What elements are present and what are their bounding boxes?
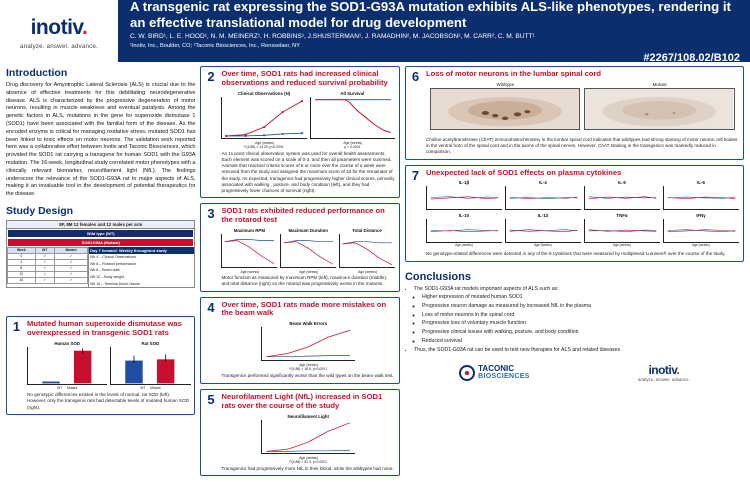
- chart-rat-sod: [110, 341, 190, 390]
- panel-7: [405, 165, 744, 262]
- histology-mutant-label: Mutant: [652, 81, 667, 87]
- panel-4-title: Over time, SOD1 rats made more mistakes on the beam walk: [221, 299, 387, 318]
- affiliation-list: ¹Inotiv, Inc., Boulder, CO; ²Taconic Biosciences, Inc., Rensselaer, NY: [130, 42, 300, 49]
- panel-3-caption: Motor function as measured by maximum RPM (left), maximum duration (middle), and total distance (right) on the rotarod was progressively worse in the mutants.: [221, 275, 388, 287]
- title-block: [118, 0, 750, 62]
- chart-rat-sod-xticks: WT Mutant: [140, 386, 161, 391]
- panel-1-title: Mutated human superoxide dismutase was overexpressed in transgenic SOD1 rats: [27, 319, 182, 338]
- cytokine-chart-3: IL-5: [584, 180, 660, 210]
- panel-4-chart: [261, 321, 355, 371]
- inotiv-logo-tagline: analyze. answer. advance.: [20, 43, 98, 50]
- chart-nfl-xlabel: Age (weeks): [299, 455, 319, 460]
- conclusion-item: [414, 286, 744, 345]
- introduction-text: Drug discovery for Amyotrophic Lateral Sclerosis (ALS) is crucial due to the absence of effective treatments for this debilitating neurodegenerative disease. ALS is characterized by the progressive degeneration of motor neurons, resulting in muscle weakness and eventual paralysis. Among the genetic factors in ALS, mutations in the gene for superoxide dismutase 1 (SOD1) have been associated with the familial form of the disease. As the encoded enzyme is critical for managing oxidative stress, mutated SOD1 has been linked to toxic effects on motor neurons. The validation work reported here was a collaborative effort between Inotiv and Taconic Biosciences, which provided the SOD1 rat carrying a transgene for human SOD1 with the G93A mutation. The 16-week, longitudinal study correlated motor phenotypes with a clinically relevant biomarker, neurofilament light (NfL). The findings underscore the relevance of the SOD1-G93A rat to major aspects of ALS, making it an invaluable tool in the development of potential therapeutics for the disease.: [6, 82, 196, 198]
- chart-nfl-plot: [261, 420, 355, 460]
- study-group-mutant-label: SOD1G93A (Mutant): [8, 239, 193, 246]
- chart-rotarod-duration: [280, 228, 336, 275]
- panel-2-number: 2: [207, 69, 215, 84]
- study-group-wt-label: Wild type (WT): [8, 230, 193, 237]
- cytokine-chart-6: IL-13 Age (weeks): [505, 213, 581, 247]
- chart-beamwalk-title: Beam Walk Errors: [289, 321, 328, 327]
- study-design-table: [7, 247, 88, 284]
- histology-wildtype-label: Wildtype: [496, 81, 515, 87]
- chart-rotarod-distance-title: Total Distance: [352, 228, 382, 234]
- inotiv-footer-wordmark: inotiv.: [648, 363, 680, 378]
- panel-3-charts: [221, 228, 394, 275]
- poster-header: [0, 0, 750, 62]
- chart-clinical-plot: [221, 97, 306, 145]
- panel-5-title: Neurofilament Light (NfL) increased in SOD1 rats over the course of the study: [221, 391, 383, 410]
- panel-6-images: [426, 82, 739, 135]
- chart-survival: [310, 91, 395, 149]
- histology-mutant: [584, 82, 734, 135]
- poster-body: [0, 62, 750, 482]
- panel-3-title: SOD1 rats exhibited reduced performance on the rotarod test: [221, 206, 385, 225]
- chart-human-sod-xticks: WT Mutant: [56, 386, 78, 391]
- panel-7-charts: [426, 180, 739, 247]
- conclusions-heading: Conclusions: [404, 270, 471, 283]
- chart-beamwalk-stats: F(4,88) = 16.8, p<0.0001: [289, 367, 327, 372]
- cytokine-chart-4: IL-6: [663, 180, 739, 210]
- table-row: 8 ✓ ✓: [8, 265, 88, 271]
- conclusions-section: [405, 267, 744, 356]
- sd-col-mut: Mutant: [54, 247, 87, 253]
- panel-5-caption: Transgenics had progressively more NfL in their blood, while the wildtypes had none.: [221, 465, 394, 471]
- panel-4: [200, 297, 399, 384]
- chart-beamwalk-xlabel: Age (weeks): [299, 363, 319, 368]
- taconic-mark-icon: [459, 365, 475, 381]
- table-row: 12 ✓ ✓: [8, 271, 88, 277]
- chart-human-sod-title: Human SOD: [54, 341, 80, 347]
- taconic-logo: [459, 365, 530, 381]
- panel-3: [200, 203, 399, 291]
- cytokine-chart-1: IL-1β: [426, 180, 502, 210]
- cytokine-chart-8: IFNγ Age (weeks): [663, 213, 739, 247]
- sd-col-wt: WT: [35, 247, 54, 253]
- inotiv-footer-tagline: analyze. answer. advance.: [638, 377, 690, 383]
- assessment-item: Wk 6 – Rotarod performance: [90, 261, 137, 266]
- conclusion-subitem: ◦ Higher expression of mutated human SOD1: [422, 294, 744, 301]
- panel-2-charts: [221, 91, 394, 149]
- chart-nfl-title: Neurofilament Light: [287, 413, 329, 419]
- panel-1-caption: No genotypic differences existed in the levels of normal, rat SOD (left). However, only the transgenic rats had detectable levels of mutated human SOD (right).: [27, 392, 189, 410]
- histology-mutant-image: [584, 88, 734, 130]
- panel-5: [200, 389, 399, 476]
- panel-1: [6, 316, 195, 414]
- chart-rotarod-duration-title: Maximum Duration: [288, 228, 328, 234]
- conclusion-subitem: ◦ Loss of motor neurons in the spinal cord: [422, 312, 744, 319]
- table-row: 0 ✓ ✓: [8, 253, 88, 259]
- panel-5-chart: [261, 414, 355, 464]
- panel-2-title: Over time, SOD1 rats had increased clinical observations and reduced survival probability: [221, 69, 388, 87]
- conclusion-subitem: ◦ Progressive neuron damage as measured by increased NfL in the plasma: [422, 303, 744, 310]
- panel-2-caption: An 11 point clinical observation system was used for overall health assessments. Each element was scored on a scale of 0-3, and then all parameters were summed. Animals that reached criteria scores of 6 or more over the course of a week were removed from the study and assigned the maximum score of 33 for the remainder of the study. As expected, transgenics had progressively higher clinical scores, primarily associated with walking , posture, and body condition (left), and they had progressively lower chances of survival (right).: [221, 150, 395, 194]
- chart-rotarod-duration-xlabel: Age (weeks): [299, 270, 319, 275]
- inotiv-logo-wordmark: inotiv.: [30, 16, 88, 39]
- cytokine-chart-2: IL-4: [505, 180, 581, 210]
- sd-col-week: Week: [8, 247, 36, 253]
- column-three: [405, 66, 744, 482]
- chart-rotarod-duration-plot: [280, 234, 336, 275]
- conclusion-subitem: ◦ Progressive clinical issues with walking, posture, and body condition: [422, 329, 744, 336]
- chart-rotarod-rpm-title: Maximum RPM: [233, 228, 265, 234]
- chart-rotarod-rpm: [221, 228, 277, 275]
- chart-beamwalk-plot: [261, 327, 355, 368]
- column-two: [200, 66, 399, 482]
- study-group-wt: [7, 229, 194, 238]
- cytokine-chart-5: IL-10 Age (weeks): [426, 213, 502, 247]
- assessment-item: Wk 4 – Clinical Observations: [90, 254, 137, 259]
- panel-6-caption: Choline acetyltransferase (ChAT) immunohistochemistry in the lumbar spinal cord indicated that wildtypes had strong staining of motor neuron cell bodies in the ventral horn of the spinal cord and in the axons of the spinal nerves. However, ChAT staining in the transgenics was markedly reduced in comparison.: [425, 136, 738, 155]
- chart-rat-sod-title: Rat SOD: [141, 341, 160, 347]
- taconic-wordmark: TACONIC BIOSCIENCES: [478, 364, 530, 381]
- conclusion-item-text: The SOD1-G93A rat models important aspects of ALS such as:: [413, 285, 559, 292]
- panel-3-number: 3: [207, 206, 215, 222]
- histology-wildtype: [430, 82, 580, 135]
- assessment-item: Wk 16 – Terminal blood / tissue: [90, 281, 140, 286]
- histology-wildtype-image: [430, 88, 580, 130]
- chart-human-sod: [27, 341, 107, 390]
- assessment-item: Wk 10 – Body weight: [90, 274, 124, 279]
- chart-clinical-stats: F(4,88) = 14.29, p<0.0001: [244, 144, 284, 149]
- inotiv-footer-logo: [638, 363, 690, 382]
- panel-7-title: Unexpected lack of SOD1 effects on plasma cytokines: [425, 167, 622, 177]
- panel-4-caption: Transgenics performed significantly worse than the wild types on the beam walk test.: [221, 373, 394, 379]
- panel-6: [405, 66, 744, 160]
- panel-4-number: 4: [207, 299, 215, 315]
- panel-7-caption: No genotype-related differences were detected in any of the 8 cytokines that were measured by multiplexed Luminex® over the course of the study.: [425, 251, 726, 257]
- table-row: 4 ✓ ✓: [8, 259, 88, 265]
- panel-1-number: 1: [12, 319, 21, 335]
- assessment-item: Wk 8 – Beam walk: [90, 268, 120, 273]
- study-design-top-label: 8F, 8M 12 females and 12 males per arm: [7, 221, 194, 229]
- chart-clinical-title: Clinical Observations (N): [237, 90, 291, 96]
- inotiv-logo: [0, 0, 118, 62]
- chart-rotarod-distance-plot: [339, 234, 395, 275]
- abstract-number: #2267/108.02/B102: [643, 51, 740, 64]
- chart-survival-stats: p < 0.0001: [344, 144, 361, 149]
- column-one: [6, 66, 195, 482]
- chart-nfl-stats: F(4,88) = 52.3, p<0.0001: [289, 459, 327, 464]
- conclusion-subitem: ◦ Progressive loss of voluntary muscle function: [422, 320, 744, 327]
- chart-survival-plot: [310, 97, 395, 145]
- panel-6-number: 6: [411, 69, 420, 84]
- study-group-mutant: [7, 238, 194, 247]
- panel-7-number: 7: [411, 167, 420, 183]
- chart-survival-title: All Survival: [340, 90, 365, 96]
- conclusion-subitem: ◦ Reduced survival: [422, 338, 744, 345]
- introduction-heading: Introduction: [6, 67, 68, 79]
- panel-2: [200, 66, 399, 198]
- chart-survival-xlabel: Age (weeks): [343, 140, 363, 145]
- cytokine-chart-7: TNFα Age (weeks): [584, 213, 660, 247]
- panel-5-number: 5: [207, 391, 215, 407]
- page-title: A transgenic rat expressing the SOD1-G93A mutation exhibits ALS-like phenotypes, rendering it an effective translational model for drug development: [130, 0, 731, 30]
- chart-rotarod-distance-xlabel: Age (weeks): [358, 270, 377, 275]
- table-row: 16 ✓ ✓: [8, 277, 88, 283]
- chart-rotarod-rpm-plot: [221, 234, 277, 275]
- study-design-heading: Study Design: [6, 204, 74, 217]
- chart-clinical-xlabel: Age (weeks): [255, 140, 275, 145]
- footer-logos: [405, 363, 744, 382]
- assessment-header: Day 7 forward: Weekly throughout study: [89, 247, 194, 254]
- author-list: C. W. BIRD¹, L. E. HOOD¹, N. M. MEINERZ¹, H. ROBBINS¹, J.SHUSTERMAN¹, J. RAMADHIN², M. JACOBSON², M. CARR², C. M. BUTT¹: [130, 33, 535, 41]
- study-design-diagram: [6, 220, 195, 288]
- chart-rat-sod-plot: [110, 347, 190, 385]
- panel-1-charts: [27, 341, 190, 390]
- chart-rotarod-rpm-xlabel: Age (weeks): [240, 270, 260, 275]
- panel-6-title: Loss of motor neurons in the lumbar spinal cord: [425, 69, 602, 78]
- chart-rotarod-distance: [339, 228, 395, 275]
- chart-human-sod-plot: [27, 347, 107, 385]
- conclusion-item: • Thus, the SOD1-G93A rat can be used to test new therapies for ALS and related diseases: [414, 347, 744, 354]
- chart-clinical-observations: [221, 91, 306, 149]
